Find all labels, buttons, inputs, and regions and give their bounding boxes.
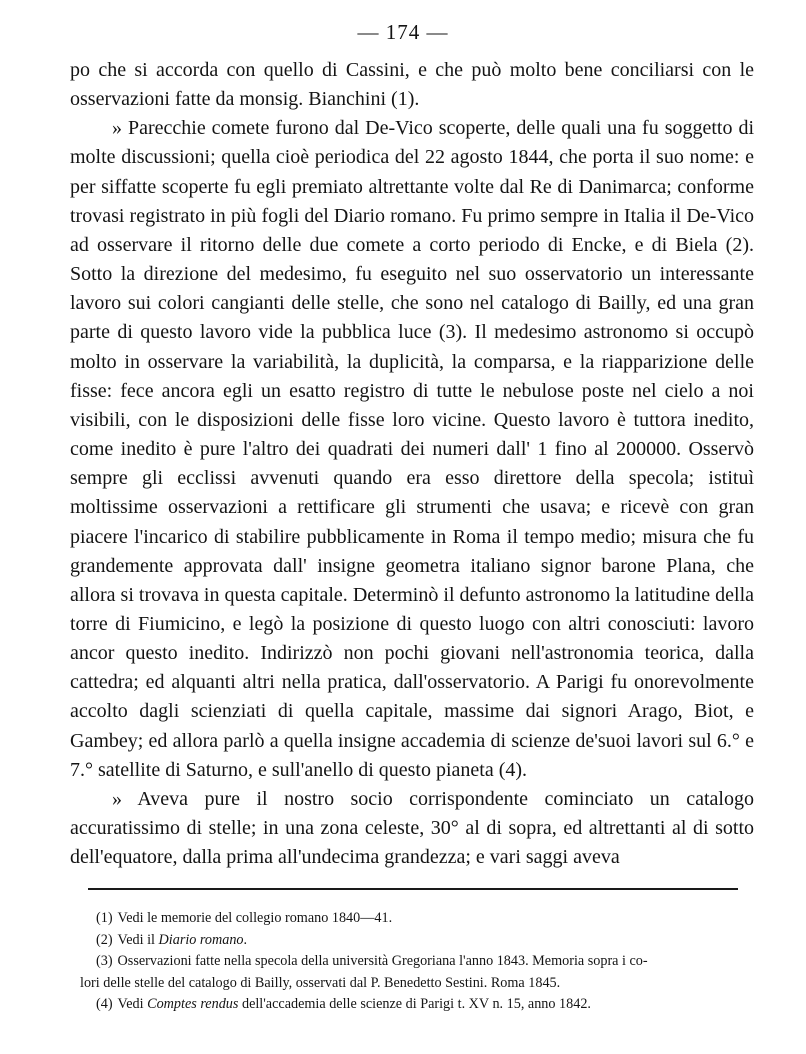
footnote-mark: (2) [96,931,113,948]
footnote-mark: (4) [96,996,113,1012]
footnote-4 [96,994,748,1016]
footnote-text: Osservazioni fatte nella specola della università Gregoriana l'anno 1843. Memoria sopra i co- [117,953,648,969]
paragraph-comete: » Parecchie comete furono dal De-Vico scoperte, delle quali una fu soggetto di molte discussioni; quella cioè periodica del 22 agosto 1844, che porta il suo nome: e per siffatte scoperte fu egli premiato altrettante volte dal Re di Danimarca; conforme trovasi registrato in più fogli del Diario romano. Fu primo sempre in Italia il De-Vico ad osservare il ritorno delle due comete a corto periodo di Encke, e di Biela (2). Sotto la direzione del medesimo, fu eseguito nel suo osservatorio un interessante lavoro sui colori cangianti delle stelle, che sono nel catalogo di Bailly, ed una gran parte di questo lavoro vide la pubblica luce (3). Il medesimo astronomo si occupò molto in osservare la variabilità, la duplicità, la comparsa, e la riapparizione delle fisse: fece ancora egli un esatto registro di tutte le nebulose poste nel cielo a noi visibili, con le disposizioni delle fisse loro vicine. Questo lavoro è tuttora inedito, come inedito è pure l'altro dei quadrati dei numeri dall' 1 fino al 200000. Osservò sempre gli ecclissi avvenuti quando era esso direttore della specola; istituì moltissime osservazioni a rettificare gli strumenti che usava; e ricevè con gran piacere l'incarico di stabilire pubblicamente in Roma il tempo medio; misura che fu grandemente approvata dall' insigne geometra italiano signor barone Plana, che allora si trovava in questa capitale. Determinò il defunto astronomo la latitudine della torre di Fiumicino, e legò la posizione di questo luogo con altri conosciuti: lavoro ancor questo inedito. Indirizzò non pochi giovani nell'astronomia teorica, dalla cattedra; ed alquanti altri nella pratica, dall'osservatorio. A Parigi fu onorevolmente accolto dagli scienziati di quella capitale, massime dai signori Arago, Biot, e Gambey; ed allora parlò a quella insigne accademia di scienze de'suoi lavori sul 6.° e 7.° satellite di Saturno, e sull'anello di questo pianeta (4). [70,117,754,781]
footnote-1 [96,908,748,930]
footnote-3 [96,951,748,973]
paragraph-continuation: po che si accorda con quello di Cassini, e che può molto bene conciliarsi con le osservazioni fatte da monsig. Bianchini (1). [70,59,754,111]
footnote-mark: (1) [96,910,113,926]
footnote-text-end: . [243,931,248,948]
footnote-mark: (3) [96,953,113,969]
footnotes [80,908,748,1016]
footnote-italic-title: Diario romano [158,931,244,948]
footnote-text-end: dell'accademia delle scienze di Parigi t. XV n. 15, anno 1842. [238,996,591,1012]
footnote-text: Vedi le memorie del collegio romano 1840—41. [117,910,393,926]
footnote-3-continuation: lori delle stelle del catalogo di Bailly, osservati dal P. Benedetto Sestini. Roma 1845. [80,974,561,991]
page-number: — 174 — [357,20,449,44]
footnote-divider [88,888,738,890]
footnote-italic-title: Comptes rendus [147,996,239,1012]
footnote-text: Vedi [117,996,148,1012]
footnote-text: Vedi il [117,931,159,948]
footnote-2 [96,930,748,952]
paragraph-catalogo: » Aveva pure il nostro socio corrispondente cominciato un catalogo accuratissimo di stelle; in una zona celeste, 30° al di sopra, ed altrettanti al di sotto dell'equatore, dalla prima all'undecima grandezza; e vari saggi aveva [70,787,754,869]
main-text [70,56,754,872]
